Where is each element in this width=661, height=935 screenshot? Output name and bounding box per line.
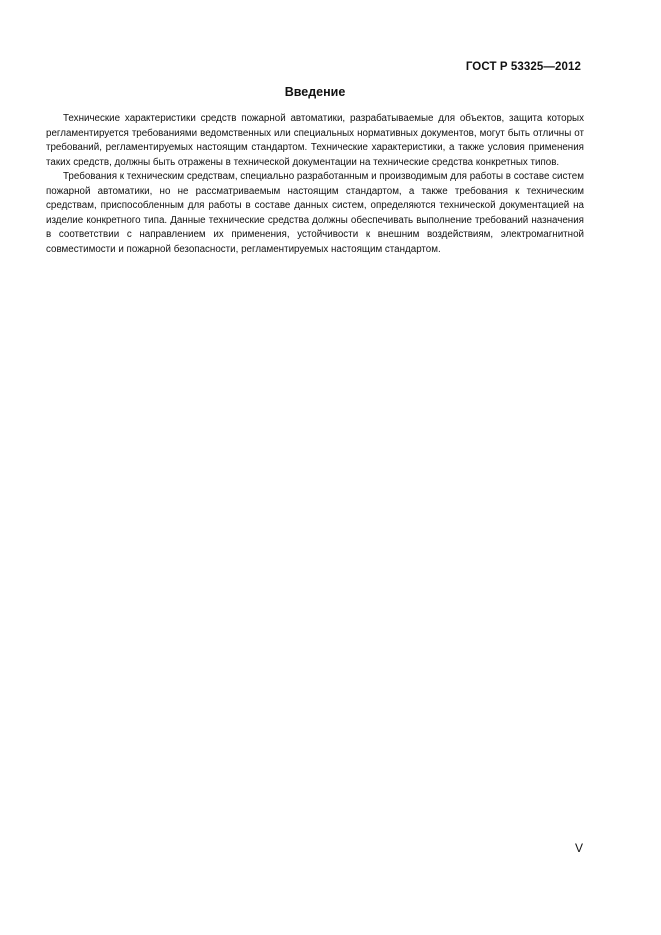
paragraph-2: Требования к техническим средствам, специально разработанным и производимым для работы в составе систем пожарной автоматики, но не рассматриваемым настоящим стандартом, а также требования к техническим средствам, приспособленным для работы в составе данных систем, определяются технической документацией на изделие конкретного типа. Данные технические средства должны обеспечивать выполнение требований назначения в соответствии с направлением их применения, устойчивости к внешним воздействиям, электромагнитной совместимости и пожарной безопасности, регламентируемых настоящим стандартом. — [46, 171, 584, 255]
introduction-body — [46, 112, 584, 257]
document-code-header: ГОСТ Р 53325—2012 — [465, 61, 581, 73]
page-number: V — [575, 841, 584, 855]
section-title: Введение — [284, 85, 346, 99]
paragraph-1: Технические характеристики средств пожарной автоматики, разрабатываемые для объектов, защита которых регламентируется требованиями ведомственных или специальных нормативных документов, могут быть отличны от требований, регламентируемых настоящим стандартом. Технические характеристики, а также условия применения таких средств, должны быть отражены в технической документации на технические средства конкретных типов. — [46, 113, 584, 168]
